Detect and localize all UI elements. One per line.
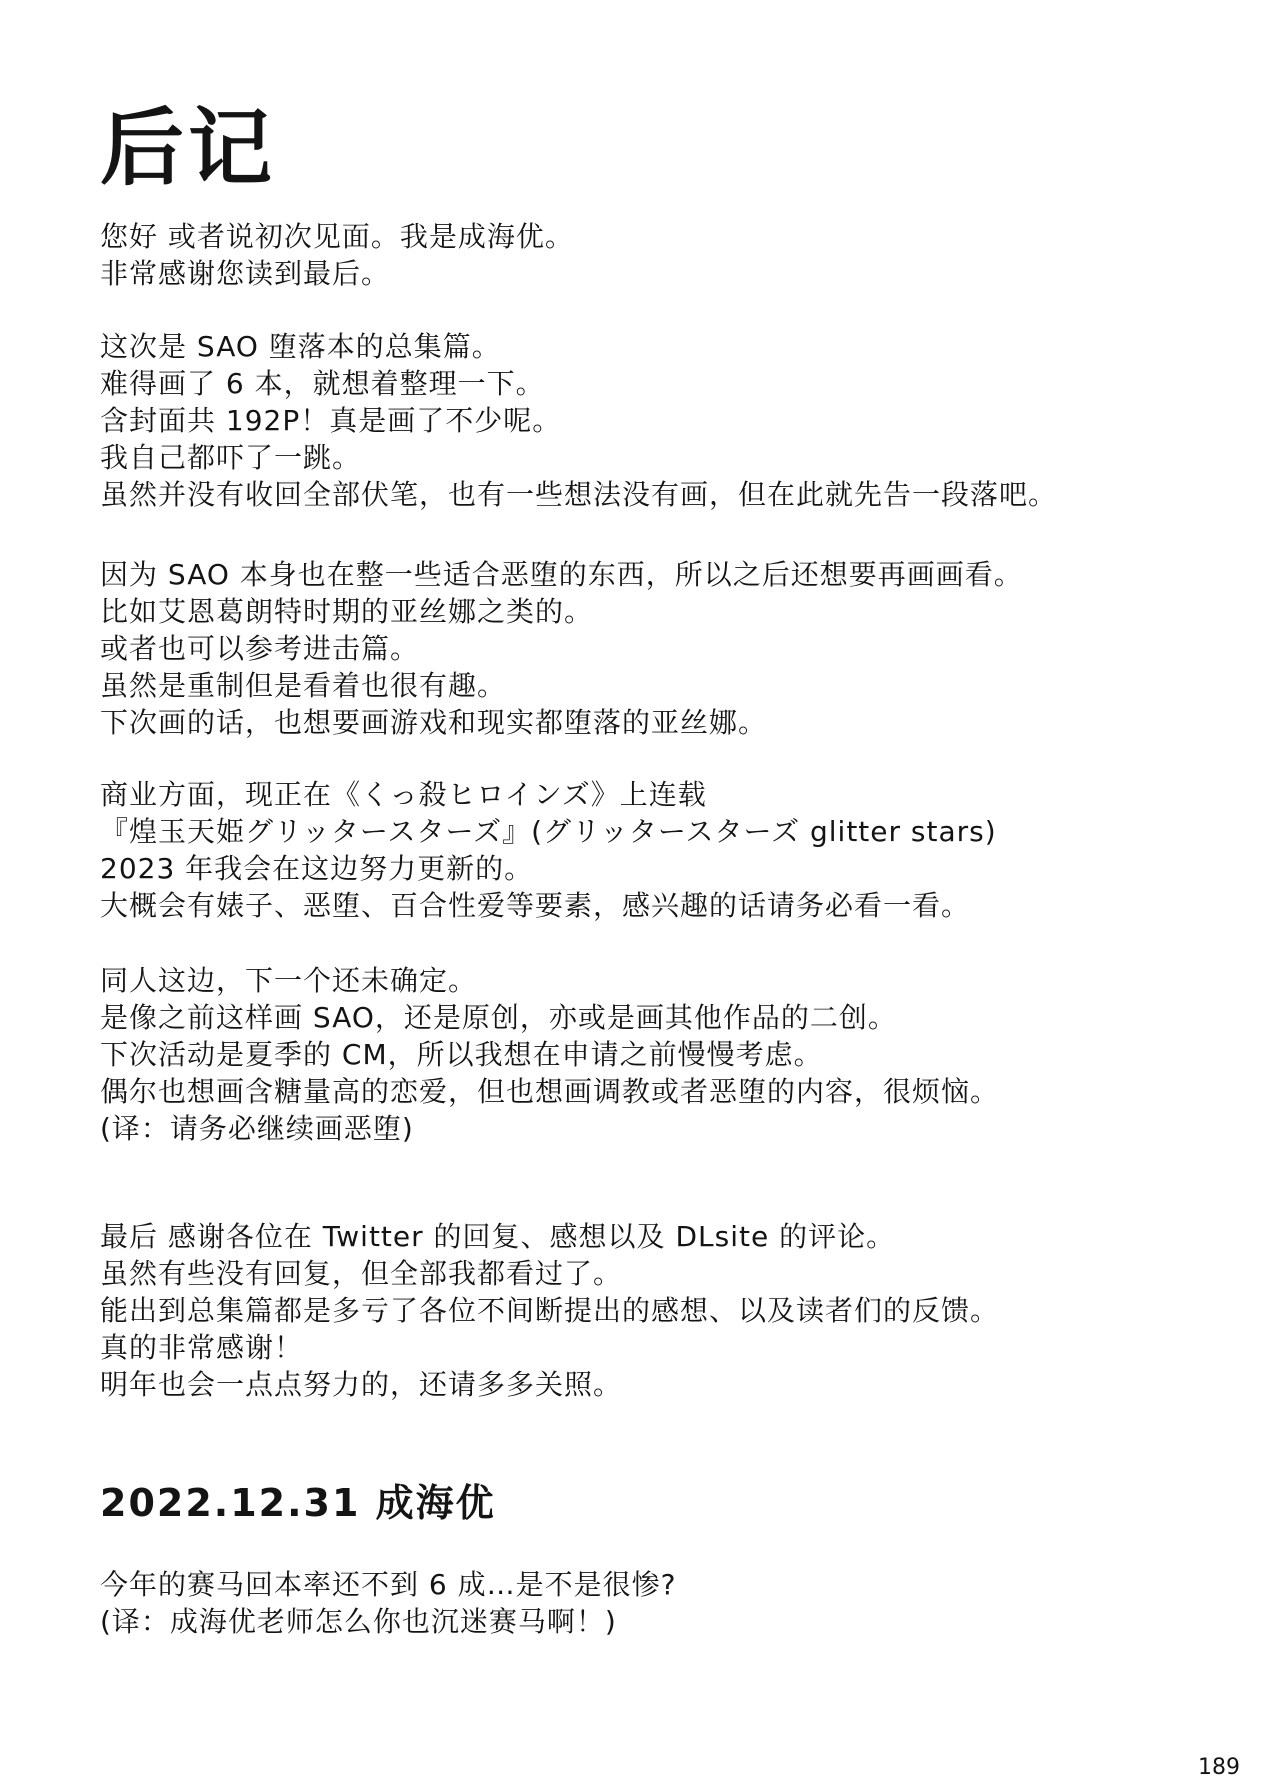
postscript xyxy=(100,1566,1160,1640)
paragraph-doujin xyxy=(100,962,1160,1147)
text-line: 虽然并没有收回全部伏笔，也有一些想法没有画，但在此就先告一段落吧。 xyxy=(100,478,1058,511)
text-line: 今年的赛马回本率还不到 6 成…是不是很惨? xyxy=(100,1568,677,1601)
text-line: (译：请务必继续画恶堕) xyxy=(100,1112,414,1145)
text-line: (译：成海优老师怎么你也沉迷赛马啊！) xyxy=(100,1605,617,1638)
text-line: 是像之前这样画 SAO，还是原创，亦或是画其他作品的二创。 xyxy=(100,1001,897,1034)
text-line: 偶尔也想画含糖量高的恋爱，但也想画调教或者恶堕的内容，很烦恼。 xyxy=(100,1075,1000,1108)
text-line: 2023 年我会在这边努力更新的。 xyxy=(100,852,534,885)
text-line: 下次画的话，也想要画游戏和现实都堕落的亚丝娜。 xyxy=(100,706,768,739)
text-line: 或者也可以参考进击篇。 xyxy=(100,632,420,665)
text-line: 非常感谢您读到最后。 xyxy=(100,257,391,290)
text-line: 虽然有些没有回复，但全部我都看过了。 xyxy=(100,1257,623,1290)
text-line: 因为 SAO 本身也在整一些适合恶堕的东西，所以之后还想要再画画看。 xyxy=(100,558,1023,591)
text-line: 能出到总集篇都是多亏了各位不间断提出的感想、以及读者们的反馈。 xyxy=(100,1294,1000,1327)
paragraph-future-plans xyxy=(100,556,1160,741)
text-line: 比如艾恩葛朗特时期的亚丝娜之类的。 xyxy=(100,595,594,628)
text-line: 我自己都吓了一跳。 xyxy=(100,441,362,474)
text-line: 下次活动是夏季的 CM，所以我想在申请之前慢慢考虑。 xyxy=(100,1038,823,1071)
text-line: 虽然是重制但是看着也很有趣。 xyxy=(100,669,507,702)
text-line: 最后 感谢各位在 Twitter 的回复、感想以及 DLsite 的评论。 xyxy=(100,1220,896,1253)
page-title: 后记 xyxy=(100,99,277,197)
text-line: 难得画了 6 本，就想着整理一下。 xyxy=(100,367,545,400)
paragraph-greeting xyxy=(100,218,1160,292)
text-line: 这次是 SAO 堕落本的总集篇。 xyxy=(100,330,501,363)
text-line: 明年也会一点点努力的，还请多多关照。 xyxy=(100,1368,623,1401)
paragraph-commercial xyxy=(100,776,1160,924)
page-number: 189 xyxy=(1198,1755,1240,1780)
date-signature: 2022.12.31 成海优 xyxy=(100,1481,496,1525)
text-line: 同人这边，下一个还未确定。 xyxy=(100,964,478,997)
text-line: 您好 或者说初次见面。我是成海优。 xyxy=(100,220,574,253)
text-line: 商业方面，现正在《くっ殺ヒロインズ》上连载 xyxy=(100,778,707,811)
text-line: 大概会有婊子、恶堕、百合性爱等要素，感兴趣的话请务必看一看。 xyxy=(100,889,971,922)
paragraph-thanks xyxy=(100,1218,1160,1403)
paragraph-compilation xyxy=(100,328,1160,513)
text-line: 『煌玉天姫グリッタースターズ』(グリッタースターズ glitter stars) xyxy=(100,815,997,848)
text-line: 含封面共 192P！真是画了不少呢。 xyxy=(100,404,562,437)
text-line: 真的非常感谢！ xyxy=(100,1331,304,1364)
